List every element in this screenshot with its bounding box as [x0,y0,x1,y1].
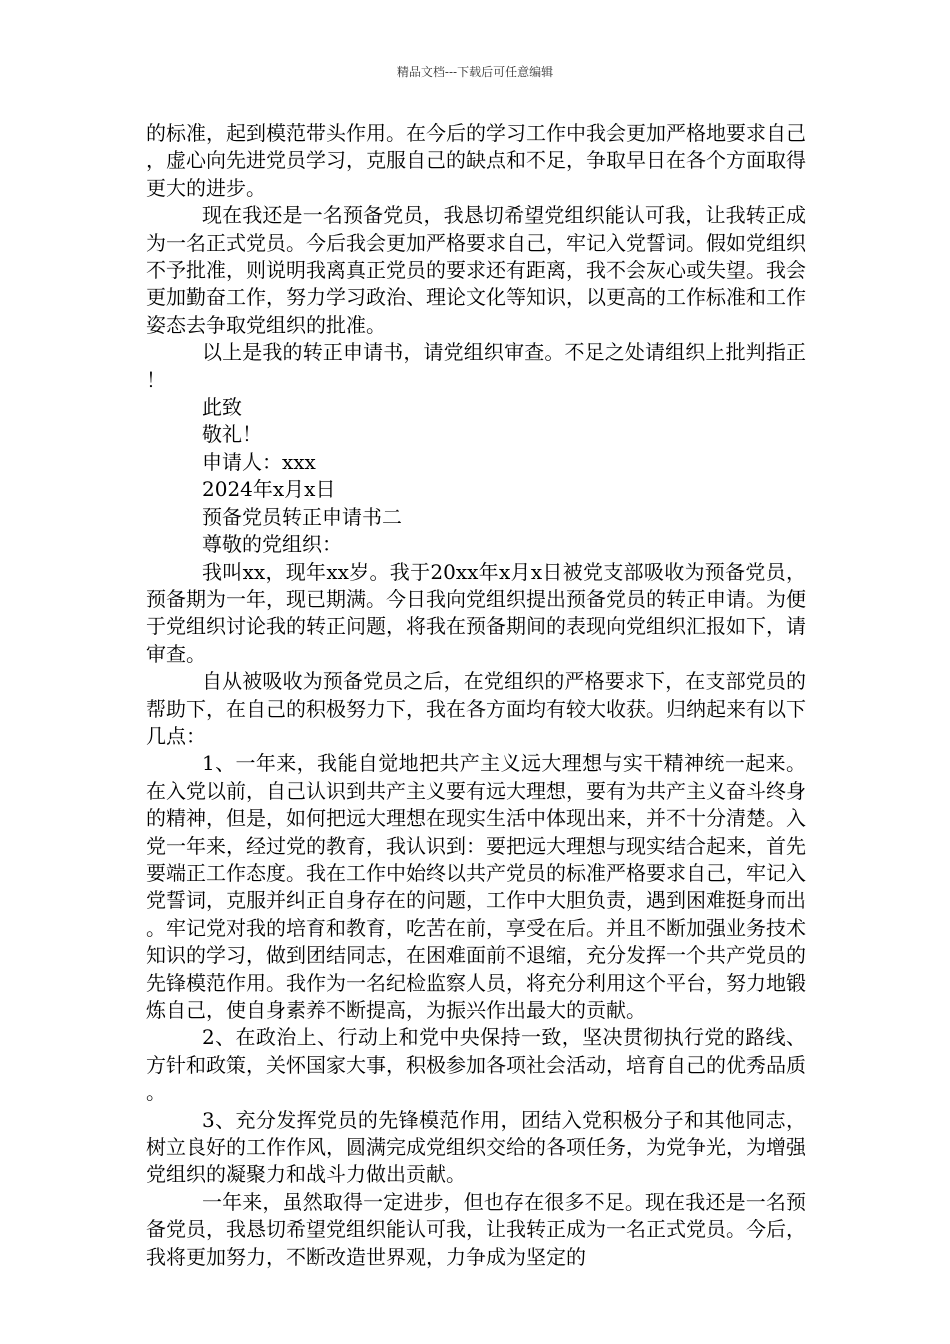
page-header: 精品文档---下载后可任意编辑 [396,65,554,79]
date-line: 2024年x月x日 [202,477,336,502]
paragraph-summary: 自从被吸收为预备党员之后，在党组织的严格要求下，在支部党员的帮助下，在自己的积极努力下，我在各方面均有较大收获。归纳起来有以下几点： [146,669,806,748]
paragraph-closing: 以上是我的转正申请书，请党组织审查。不足之处请组织上批判指正！ [146,340,806,392]
salutation-jingli: 敬礼！ [202,422,262,447]
document-body [146,120,806,1271]
paragraph-point-3: 3、充分发挥党员的先锋模范作用，团结入党积极分子和其他同志，树立良好的工作作风，圆满完成党组织交给的各项任务，为党争光，为增强党组织的凝聚力和战斗力做出贡献。 [146,1107,806,1187]
greeting: 尊敬的党组织： [202,532,342,557]
paragraph-final: 一年来，虽然取得一定进步，但也存在很多不足。现在我还是一名预备党员，我恳切希望党组织能认可我，让我转正成为一名正式党员。今后，我将更加努力，不断改造世界观，力争成为坚定的 [146,1189,806,1269]
applicant-line: 申请人：xxx [202,449,316,474]
paragraph-continuation: 的标准，起到模范带头作用。在今后的学习工作中我会更加严格地要求自己，虚心向先进党员学习，克服自己的缺点和不足，争取早日在各个方面取得更大的进步。 [146,121,806,200]
salutation-cizhi: 此致 [202,395,242,420]
paragraph-point-1: 1、一年来，我能自觉地把共产主义远大理想与实干精神统一起来。在入党以前，自己认识到共产主义要有远大理想，要有为共产主义奋斗终身的精神，但是，如何把远大理想在现实生活中体现出来，并不十分清楚。入党一年来，经过党的教育，我认识到：要把远大理想与现实结合起来，首先要端正工作态度。我在工作中始终以共产党员的标准严格要求自己，牢记入党誓词，克服并纠正自身存在的问题，工作中大胆负责，遇到困难挺身而出。牢记党对我的培育和教育，吃苦在前，享受在后。并且不断加强业务技术知识的学习，做到团结同志，在困难面前不退缩，充分发挥一个共产党员的先锋模范作用。我作为一名纪检监察人员，将充分利用这个平台，努力地锻炼自己，使自身素养不断提高，为振兴作出最大的贡献。 [146,751,806,1022]
paragraph-intro: 我叫xx，现年xx岁。我于20xx年x月x日被党支部吸收为预备党员，预备期为一年，现已期满。今日我向党组织提出预备党员的转正申请。为便于党组织讨论我的转正问题，将我在预备期间的表现向党组织汇报如下，请审查。 [146,559,806,666]
paragraph-request-formal: 现在我还是一名预备党员，我恳切希望党组织能认可我，让我转正成为一名正式党员。今后我会更加严格要求自己，牢记入党誓词。假如党组织不予批准，则说明我离真正党员的要求还有距离，我不会灰心或失望。我会更加勤奋工作，努力学习政治、理论文化等知识，以更高的工作标准和工作姿态去争取党组织的批准。 [146,203,806,337]
paragraph-point-2: 2、在政治上、行动上和党中央保持一致，坚决贯彻执行党的路线、方针和政策，关怀国家大事，积极参加各项社会活动，培育自己的优秀品质。 [146,1025,806,1105]
section-title: 预备党员转正申请书二 [202,504,402,529]
